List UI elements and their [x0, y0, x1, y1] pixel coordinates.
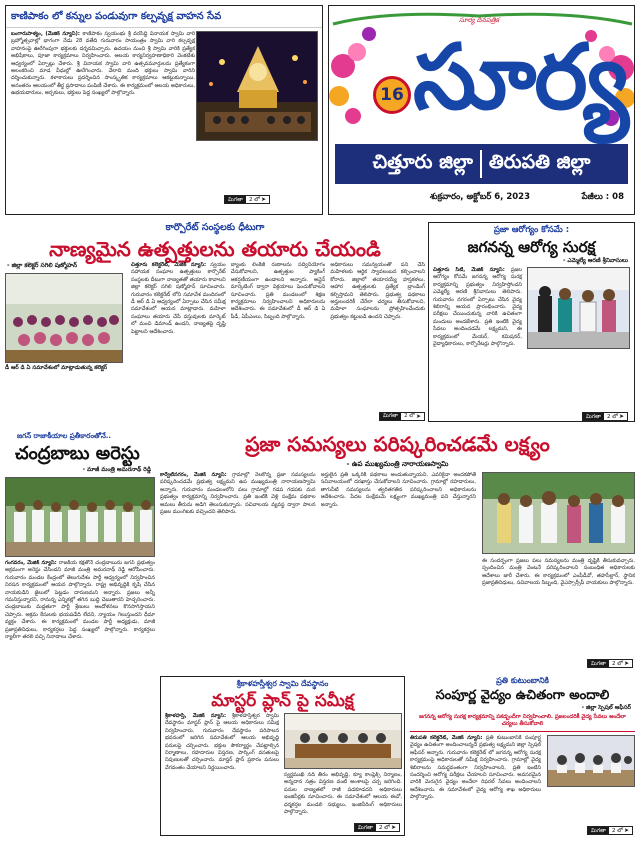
- district-left: చిత్తూరు జిల్లా: [372, 150, 473, 173]
- issue-date: శుక్రవారం, అక్టోబర్ 6, 2023: [430, 192, 530, 202]
- continued-kanipakam[interactable]: [224, 195, 270, 204]
- more-label: మిగతా: [355, 824, 376, 831]
- deputy-cm-image: [483, 473, 635, 554]
- story-arrest-kicker: జగన్ రాజాకీయాల ప్రతీకారంతోనే..: [17, 432, 112, 440]
- story-public-col3: [482, 558, 635, 666]
- arrow-right-icon: ➤: [390, 824, 396, 831]
- more-suffix: 2 లో: [612, 660, 623, 667]
- temple-procession-image: [197, 32, 318, 141]
- story-arrest: [5, 430, 155, 835]
- story-quality-caption: డీ ఆర్ డి ఏ సమావేశంలో మాట్లాడుతున్న కలెక్టర్: [5, 365, 108, 371]
- masthead-subtitle: సూర్య దినపత్రిక: [459, 16, 500, 24]
- story-public-byline: - ఉప ముఖ్యమంత్రి నారాయణస్వామి: [346, 460, 449, 468]
- story-quality-col3-text: అధికారులు సమన్వయంతో పని చేసి మహిళలకు ఆర్థిక స్వావలంబన కల్పించాలని కోరారు. జిల్లాలో తయారయ్యే హస్తకళలు, ఆహార ఉత్పత్తులకు ప్రత్యేక బ్రాండింగ్ కల్పిస్తామని తెలిపారు. ప్రభుత్వ పథకాలు అర్హులందరికీ చేరేలా చర్యలు తీసుకోవాలని, మహిళా సంఘాలను ప్రోత్సహించేందుకు ప్రభుత్వం కట్టుబడి ఉందని చెప్పారు.: [330, 262, 425, 320]
- story-master-columns: [165, 713, 402, 833]
- story-kanipakam-dateline: బంగారుపాళ్యం, (మేజిక్ న్యూస్):: [11, 31, 81, 37]
- health-camp-photo: [527, 267, 630, 349]
- more-label: మిగతా: [380, 413, 401, 420]
- story-arrest-dateline: గంగవరం, మేజిక్ న్యూస్:: [5, 560, 57, 566]
- story-arrest-headline: చంద్రబాబు అరెస్టు: [15, 443, 140, 464]
- more-label: మిగతా: [225, 196, 246, 203]
- story-arrest-body: రాజకీయ కక్షతోనే చంద్రబాబును జగన్ ప్రభుత్వం అక్రమంగా అరెస్టు చేసిందని మాజీ మంత్రి అమరనాథ్ రెడ్డి ఆరోపించారు. గురువారం మండల కేంద్రంలో తెలుగుదేశం పార్టీ ఆధ్వర్యంలో నిర్వహించిన నిరసన కార్యక్రమంలో ఆయన పాల్గొన్నారు. రాష్ట్ర అభివృద్ధికి కృషి చేసిన నాయకుడిని జైలులో పెట్టడం దారుణమని అన్నారు. ప్రజలు అన్నీ గమనిస్తున్నారని, రానున్న ఎన్నికల్లో తగిన బుద్ధి చెబుతారని హెచ్చరించారు. చంద్రబాబుకు మద్దతుగా పార్టీ శ్రేణులు ఆందోళనలు కొనసాగిస్తాయని చెప్పారు. అక్రమ కేసులకు భయపడేది లేదని, న్యాయం గెలుస్తుందని ధీమా వ్యక్తం చేశారు. ఈ కార్యక్రమంలో మండల పార్టీ అధ్యక్షుడు, మాజీ ప్రజాప్రతినిధులు, కార్యకర్తలు పెద్ద సంఖ్యలో పాల్గొన్నారు. కార్యకర్తలు ర్యాలీగా తరలి వచ్చి నినాదాలు చేశారు.: [5, 560, 155, 641]
- story-public-headline: ప్రజా సమస్యలు పరిష్కరించడమే లక్ష్యం: [245, 432, 550, 456]
- master-plan-photo: [284, 713, 402, 769]
- story-quality-col1-text: స్వయం సహాయక సంఘాల ఉత్పత్తులు కార్పొరేట్ సంస్థలకు దీటుగా నాణ్యతతో తయారు కావాలని జిల్లా కలెక్టర్ సగిలి షణ్మోహన్ సూచించారు. గురువారం కలెక్టరేట్ లోని సమావేశ మందిరంలో డీ ఆర్ డి ఏ ఆధ్వర్యంలో ఏర్పాటు చేసిన సమీక్ష సమావేశంలో ఆయన మాట్లాడారు. మహిళా సంఘాలు తయారు చేసే వస్తువులకు మార్కెట్ లో మంచి డిమాండ్ ఉందని, నాణ్యతపై దృష్టి పెట్టాలని ఆదేశించారు.: [131, 262, 226, 335]
- story-public-col1-text: గ్రామాల్లో నెలకొన్న ప్రజా సమస్యలను పరిష్కరించడమే ప్రభుత్వ లక్ష్యమని ఉప ముఖ్యమంత్రి నారాయణస్వామి అన్నారు. గురువారం మండలంలోని పలు గ్రామాల్లో గడప గడపకు మన ప్రభుత్వం కార్యక్రమాన్ని నిర్వహించారు. ప్రతి ఇంటికి వెళ్లి సంక్షేమ పథకాల అమలు తీరును అడిగి తెలుసుకున్నారు. సచివాలయ వ్యవస్థ ద్వారా పాలన ప్రజల ముంగిటకు వచ్చిందని తెలిపారు.: [160, 472, 316, 516]
- district-divider: [480, 150, 482, 178]
- continued-family[interactable]: [587, 826, 633, 835]
- health-camp-image: [528, 268, 630, 349]
- story-arrest-text: [5, 560, 155, 835]
- story-public-col2: అర్హులైన ప్రతి ఒక్కరికీ పథకాలు అందుతున్నాయని, ఎవరికైనా అందకపోతే సచివాలయంలో దరఖాస్తు చేసుకోవాలని సూచించారు. గ్రామాల్లో రహదారులు, తాగునీటి సమస్యలను త్వరితగతిన పరిష్కరించాలని అధికారులను ఆదేశించారు. పేదల సంక్షేమమే లక్ష్యంగా ముఖ్యమంత్రి పని చేస్తున్నారని అన్నారు.: [320, 472, 476, 508]
- story-master-col1-text: శ్రీకాళహస్తీశ్వర స్వామి దేవస్థానం మాస్టర్ ప్లాన్ పై ఆలయ అధికారులు సమీక్ష నిర్వహించారు. గురువారం దేవస్థానం పరిపాలన భవనంలో జరిగిన సమావేశంలో ఆలయ అభివృద్ధి పనులపై చర్చించారు. భక్తుల సౌకర్యార్థం చేపట్టాల్సిన నిర్మాణాలు, రహదారుల విస్తరణ, పార్కింగ్ వసతులపై నిపుణులతో చర్చించారు. మాస్టర్ ప్లాన్ ప్రకారం పనులు వేగవంతం చేయాలని నిర్ణయించారు.: [165, 713, 279, 771]
- story-quality-byline: - జిల్లా కలెక్టర్ సగిలి షణ్మోహన్: [7, 262, 78, 269]
- story-family-byline: - జిల్లా స్పెషల్ ఆఫీసర్: [581, 705, 631, 711]
- story-arrest-byline: - మాజీ మంత్రి అమరనాథ్ రెడ్డి: [82, 467, 151, 473]
- masthead-title: సూర్య: [413, 25, 627, 130]
- more-label: మిగతా: [588, 660, 609, 667]
- collector-meeting-photo: [5, 273, 123, 363]
- more-suffix: 2 లో: [379, 824, 390, 831]
- story-family-highlight: జగనన్న ఆరోగ్య సురక్ష కార్యక్రమాన్ని పకడ్బందీగా నిర్వహించాలి. ప్రజలందరికీ వైద్య సేవలు అందేలా చర్యలు తీసుకోవాలి: [410, 714, 635, 732]
- story-public-col3-text: ఈ సందర్భంగా ప్రజలు పలు సమస్యలను మంత్రి దృష్టికి తీసుకువచ్చారు. స్పందించిన మంత్రి వెంటనే పరిష్కరించాలని సంబంధిత అధికారులకు ఆదేశాలు జారీ చేశారు. ఈ కార్యక్రమంలో ఎంపీడీవో, తహసీల్దార్, స్థానిక ప్రజాప్రతినిధులు, సచివాలయ సిబ్బంది, వైఎస్సార్సీపీ నాయకులు పాల్గొన్నారు.: [482, 558, 635, 587]
- story-family-body: ప్రతి కుటుంబానికి సంపూర్ణ వైద్యం ఉచితంగా అందించాలన్నదే ప్రభుత్వ లక్ష్యమని జిల్లా స్పెషల్ ఆఫీసర్ అన్నారు. గురువారం కలెక్టరేట్ లో జగనన్న ఆరోగ్య సురక్ష కార్యక్రమంపై అధికారులతో సమీక్ష నిర్వహించారు. గ్రామాల్లో వైద్య శిబిరాలను సమర్థవంతంగా నిర్వహించాలని, ప్రతి ఇంటిని సందర్శించి ఆరోగ్య పరీక్షలు చేయాలని సూచించారు. అవసరమైన వారికి మెరుగైన వైద్యం అందేలా రిఫరల్ సేవలు అందించాలని ఆదేశించారు. ఈ సమావేశంలో వైద్య ఆరోగ్య శాఖ అధికారులు పాల్గొన్నారు.: [410, 735, 541, 801]
- master-plan-image: [285, 714, 401, 769]
- arrow-right-icon: ➤: [415, 412, 422, 420]
- page-count: పేజీలు : 08: [581, 192, 624, 202]
- deputy-cm-photo: [482, 472, 635, 554]
- story-health-dateline: చిత్తూరు సిటీ, మేజిక్ న్యూస్:: [433, 267, 505, 273]
- story-master: [160, 676, 405, 836]
- story-public: [160, 430, 635, 670]
- district-band: [335, 144, 628, 184]
- arrow-right-icon: ➤: [623, 660, 629, 667]
- arrow-right-icon: ➤: [260, 196, 266, 203]
- collector-meeting-image: [6, 274, 123, 363]
- anniversary-badge: [373, 76, 411, 114]
- protest-image: [6, 478, 155, 557]
- story-kanipakam-body: కాణిపాకం స్వయంభు శ్రీ వరసిద్ధి వినాయక స్వామి వారి బ్రహ్మోత్సవాల్లో భాగంగా నేడు 28 వతేది గురువారం సాయంత్రం స్వామి వారి కల్పవృక్ష వాహనంపై ఊరేగింపుగా భక్తులకు దర్శనమిచ్చారు. ఉదయం నుంచి శ్రీ స్వామి వారికి ప్రత్యేక అభిషేకాలు, పూజా కార్యక్రమాలు నిర్వహించారు. ఆలయ కార్యనిర్వహణాధికారి వెంకటేశు ఆధ్వర్యంలో ఏర్పాట్లు చేశారు. శ్రీ వినాయక స్వామి వారి ఉత్సవమూర్తులను ప్రత్యేకంగా అలంకరించి మాడ వీధుల్లో ఊరేగించారు. వేలాది మంది భక్తులు స్వామి వారిని దర్శించుకున్నారు. కళాకారులు ప్రదర్శించిన సాంస్కృతిక కార్యక్రమాలు ఆకట్టుకున్నాయి. అనంతరం ఆలయంలో తీర్థ ప్రసాదాలు పంపిణీ చేశారు. ఈ కార్యక్రమంలో ఆలయ అధికారులు, ఉభయదారులు, అర్చకులు, భక్తులు పెద్ద సంఖ్యలో పాల్గొన్నారు.: [11, 31, 196, 97]
- story-quality-col2: బ్యాంకు లింకేజీ రుణాలను సద్వినియోగం చేసుకోవాలని, ఉత్పత్తుల ప్యాకింగ్ ఆకర్షణీయంగా ఉండాలని అన్నారు. ఆన్లైన్ మార్కెటింగ్ ద్వారా విక్రయాలు పెంచుకోవాలని సూచించారు. ప్రతి మండలంలో శిక్షణ కార్యక్రమాలు నిర్వహించాలని అధికారులను ఆదేశించారు. ఈ సమావేశంలో డీ ఆర్ డి ఏ పీడీ, ఏపీఎంలు, సిబ్బంది పాల్గొన్నారు.: [230, 262, 326, 320]
- story-quality-col1: [131, 262, 226, 422]
- story-kanipakam: [5, 5, 323, 215]
- story-health-body: ప్రజల ఆరోగ్యం కోసమే జగనన్న ఆరోగ్య సురక్ష కార్యక్రమాన్ని ప్రభుత్వం నిర్వహిస్తోందని ఎమ్మెల్యే ఆరణి శ్రీనివాసులు తెలిపారు. గురువారం నగరంలో ఏర్పాటు చేసిన వైద్య శిబిరాన్ని ఆయన ప్రారంభించారు. వైద్య పరీక్షలు చేయించుకున్న వారికి ఉచితంగా మందులు అందజేశారు. ప్రతి ఇంటికి వైద్య సేవలు అందించడమే లక్ష్యమని, ఈ కార్యక్రమంలో మేయర్, కమిషనర్, వైద్యాధికారులు, కార్పొరేటర్లు పాల్గొన్నారు.: [433, 267, 522, 348]
- story-quality-dateline: చిత్తూరు కలెక్టరేట్, మేజిక్ న్యూస్:: [131, 262, 207, 268]
- anniversary-number: 16: [380, 85, 404, 105]
- story-public-dateline: కార్వేటినగరం, మేజిక్ న్యూస్:: [160, 472, 227, 478]
- story-master-kicker: శ్రీకాళహస్తీశ్వర స్వామి దేవస్థానం: [236, 679, 329, 688]
- continued-health[interactable]: [582, 412, 628, 421]
- continued-public[interactable]: [587, 659, 633, 668]
- story-quality-col3: [330, 262, 425, 422]
- story-health-byline: - ఎమ్మెల్యే ఆరణి శ్రీనివాసులు: [562, 258, 628, 264]
- story-health-headline: జగనన్న ఆరోగ్య సురక్ష: [467, 238, 596, 256]
- story-family-kicker: ప్రతి కుటుంబానికి: [496, 676, 549, 685]
- story-quality-columns: [131, 262, 425, 422]
- arrow-right-icon: ➤: [618, 413, 624, 420]
- story-master-col2: స్వర్ణముఖి నది తీరం అభివృద్ధి, క్యూ కాంప్లెక్స్ నిర్మాణం, అన్నదాన సత్రం విస్తరణ వంటి అంశాలపై చర్చ జరిగింది. పనుల నాణ్యతలో రాజీ పడకూడదని అధికారులు ఇంజినీర్లకు సూచించారు. ఈ సమావేశంలో ఆలయ ఈవో, ధర్మకర్తల మండలి సభ్యులు, ఇంజినీరింగ్ అధికారులు పాల్గొన్నారు.: [284, 772, 402, 816]
- story-quality: [5, 222, 425, 422]
- more-suffix: 2 లో: [404, 412, 415, 419]
- more-label: మిగతా: [583, 413, 604, 420]
- special-officer-photo: [547, 735, 635, 787]
- story-public-col1: [160, 472, 316, 668]
- story-master-headline: మాస్టర్ ప్లాన్ పై సమీక్ష: [211, 691, 354, 711]
- more-label: మిగతా: [588, 827, 609, 834]
- story-health: [428, 222, 635, 422]
- story-family-dateline: తిరుపతి కలెక్టరేట్, మేజిక్ న్యూస్:: [410, 735, 483, 741]
- special-officer-image: [548, 736, 635, 787]
- masthead: [328, 5, 635, 215]
- protest-photo: [5, 477, 155, 557]
- story-family: [410, 676, 635, 836]
- more-suffix: 2 లో: [612, 827, 623, 834]
- story-family-headline: సంపూర్ణ వైద్యం ఉచితంగా అందాలి: [435, 688, 610, 703]
- district-right: తిరుపతి జిల్లా: [488, 150, 591, 173]
- more-suffix: 2 లో: [249, 196, 260, 203]
- story-health-kicker: ప్రజా ఆరోగ్యం కోసమే :: [493, 225, 570, 235]
- story-quality-headline: నాణ్యమైన ఉత్పత్తులను తయారు చేయండి: [49, 237, 381, 261]
- continued-quality[interactable]: [379, 412, 425, 421]
- story-public-columns: [160, 472, 476, 668]
- more-suffix: 2 లో: [607, 413, 618, 420]
- temple-procession-photo: [196, 31, 318, 141]
- story-master-dateline: శ్రీకాళహస్తి, మేజిక్ న్యూస్:: [165, 713, 227, 719]
- story-master-col1: [165, 713, 279, 833]
- story-quality-kicker: కార్పొరేట్ సంస్థలకు ధీటుగా: [165, 222, 265, 233]
- arrow-right-icon: ➤: [623, 827, 629, 834]
- continued-master[interactable]: [354, 823, 400, 832]
- date-line: [335, 190, 628, 206]
- story-kanipakam-headline: కాణిపాకం లో కన్నుల పండువుగా కల్పవృక్ష వాహన సేవ: [6, 6, 322, 28]
